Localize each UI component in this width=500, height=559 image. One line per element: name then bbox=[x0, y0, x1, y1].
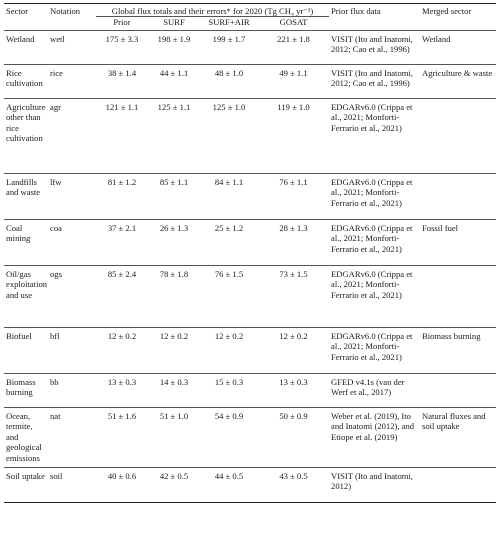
table-row bbox=[4, 407, 496, 467]
cell-surf-air: 12 ± 0.2 bbox=[214, 330, 244, 341]
table-row bbox=[4, 467, 496, 502]
cell-prior-data: VISIT (Ito and Inatomi, 2012; Cao et al., 1996) bbox=[331, 33, 413, 55]
cell-merged-sector bbox=[420, 98, 496, 173]
cell-prior: 12 ± 0.2 bbox=[107, 330, 137, 341]
cell-merged-sector: Fossil fuel bbox=[422, 222, 459, 233]
cell-notation: coa bbox=[50, 222, 62, 233]
cell-surf-air: 15 ± 0.3 bbox=[214, 376, 244, 387]
cell-sector: Rice cultivation bbox=[6, 67, 43, 89]
cell-surf-air: 84 ± 1.1 bbox=[214, 176, 244, 187]
cell-notation: bfl bbox=[50, 330, 60, 341]
cell-sector: Wetland bbox=[6, 33, 35, 44]
header-merged-sector: Merged sector bbox=[422, 6, 472, 16]
cell-merged-sector: Biomass burning bbox=[422, 330, 481, 341]
cell-surf: 125 ± 1.1 bbox=[157, 101, 191, 112]
table-row bbox=[4, 98, 496, 173]
cell-prior-data: EDGARv6.0 (Crippa et al., 2021; Monforti-Ferrario et al., 2021) bbox=[331, 268, 413, 300]
cell-gosat: 12 ± 0.2 bbox=[279, 330, 308, 341]
cell-notation: ogs bbox=[50, 268, 62, 279]
cell-surf: 78 ± 1.8 bbox=[159, 268, 189, 279]
cell-sector: Biomass burning bbox=[6, 376, 36, 398]
cell-merged-sector bbox=[420, 373, 496, 407]
cell-notation: nat bbox=[50, 410, 61, 421]
table-row bbox=[4, 30, 496, 64]
cell-merged-sector: Wetland bbox=[422, 33, 451, 44]
cell-surf: 51 ± 1.0 bbox=[159, 410, 189, 421]
cell-notation: agr bbox=[50, 101, 61, 112]
cell-gosat: 13 ± 0.3 bbox=[279, 376, 308, 387]
cell-prior-data: VISIT (Ito and Inatomi, 2012; Cao et al., 1996) bbox=[331, 67, 413, 89]
cell-prior-data: EDGARv6.0 (Crippa et al., 2021; Monforti-Ferrario et al., 2021) bbox=[331, 176, 413, 208]
cell-surf: 12 ± 0.2 bbox=[159, 330, 189, 341]
header-prior: Prior bbox=[113, 17, 131, 28]
header-surf: SURF bbox=[163, 17, 185, 28]
cell-notation: lfw bbox=[50, 176, 62, 187]
table-row bbox=[4, 173, 496, 219]
cell-merged-sector: Agriculture & waste bbox=[422, 67, 493, 78]
cell-surf-air: 125 ± 1.0 bbox=[212, 101, 246, 112]
cell-surf: 198 ± 1.9 bbox=[157, 33, 191, 44]
cell-prior: 13 ± 0.3 bbox=[107, 376, 137, 387]
cell-surf: 26 ± 1.3 bbox=[159, 222, 189, 233]
cell-prior-data: EDGARv6.0 (Crippa et al., 2021; Monforti-Ferrario et al., 2021) bbox=[331, 330, 413, 362]
cell-gosat: 221 ± 1.8 bbox=[277, 33, 310, 44]
cell-gosat: 43 ± 0.5 bbox=[279, 470, 308, 481]
header-prior-data: Prior flux data bbox=[331, 6, 381, 16]
header-sector: Sector bbox=[6, 6, 28, 16]
cell-merged-sector bbox=[420, 467, 496, 502]
cell-prior: 85 ± 2.4 bbox=[107, 268, 137, 279]
cell-sector: Oil/gas exploitation and use bbox=[6, 268, 48, 300]
cell-prior: 81 ± 1.2 bbox=[107, 176, 137, 187]
cell-surf-air: 25 ± 1.2 bbox=[214, 222, 244, 233]
table-row bbox=[4, 327, 496, 373]
cell-surf: 44 ± 1.1 bbox=[159, 67, 189, 78]
cell-surf: 85 ± 1.1 bbox=[159, 176, 189, 187]
cell-prior-data: GFED v4.1s (van der Werf et al., 2017) bbox=[331, 376, 405, 398]
cell-notation: rice bbox=[50, 67, 63, 78]
header-notation: Notation bbox=[50, 6, 81, 16]
cell-prior-data: EDGARv6.0 (Crippa et al., 2021; Monforti-Ferrario et al., 2021) bbox=[331, 101, 413, 133]
cell-prior: 37 ± 2.1 bbox=[107, 222, 137, 233]
cell-merged-sector: Natural fluxes and soil uptake bbox=[422, 410, 486, 432]
cell-gosat: 119 ± 1.0 bbox=[277, 101, 310, 112]
cell-merged-sector bbox=[420, 265, 496, 327]
table-row bbox=[4, 373, 496, 407]
cell-prior: 175 ± 3.3 bbox=[105, 33, 139, 44]
flux-table-container bbox=[4, 3, 496, 503]
cell-surf: 14 ± 0.3 bbox=[159, 376, 189, 387]
cell-surf-air: 54 ± 0.9 bbox=[214, 410, 244, 421]
table-row bbox=[4, 219, 496, 265]
cell-sector: Biofuel bbox=[6, 330, 32, 341]
cell-surf: 42 ± 0.5 bbox=[159, 470, 189, 481]
cell-surf-air: 48 ± 1.0 bbox=[214, 67, 244, 78]
cell-notation: bb bbox=[50, 376, 59, 387]
cell-prior: 121 ± 1.1 bbox=[105, 101, 139, 112]
cell-sector: Soil uptake bbox=[6, 470, 45, 481]
header-surf-air: SURF+AIR bbox=[208, 17, 250, 28]
cell-gosat: 49 ± 1.1 bbox=[279, 67, 308, 78]
cell-gosat: 50 ± 0.9 bbox=[279, 410, 308, 421]
table-row bbox=[4, 64, 496, 98]
cell-gosat: 73 ± 1.5 bbox=[279, 268, 308, 279]
cell-merged-sector bbox=[420, 173, 496, 219]
cell-surf-air: 44 ± 0.5 bbox=[214, 470, 244, 481]
cell-prior-data: EDGARv6.0 (Crippa et al., 2021; Monforti-Ferrario et al., 2021) bbox=[331, 222, 413, 254]
cell-surf-air: 199 ± 1.7 bbox=[212, 33, 246, 44]
header-gosat: GOSAT bbox=[279, 17, 308, 28]
cell-prior-data: Weber et al. (2019), Ito and Inatomi (2012), and Etiope et al. (2019) bbox=[331, 410, 415, 442]
cell-surf-air: 76 ± 1.5 bbox=[214, 268, 244, 279]
cell-prior-data: VISIT (Ito and Inatomi, 2012) bbox=[331, 470, 413, 492]
cell-prior: 38 ± 1.4 bbox=[107, 67, 137, 78]
cell-sector: Coal mining bbox=[6, 222, 31, 244]
cell-notation: wetl bbox=[50, 33, 65, 44]
table-row bbox=[4, 265, 496, 327]
header-flux-group: Global flux totals and their errors* for 2020 (Tg CH₄ yr⁻¹) bbox=[96, 4, 329, 17]
cell-gosat: 28 ± 1.3 bbox=[279, 222, 308, 233]
cell-sector: Agriculture other than rice cultivation bbox=[6, 101, 46, 144]
cell-sector: Landfills and waste bbox=[6, 176, 41, 198]
cell-notation: soil bbox=[50, 470, 63, 481]
flux-table bbox=[4, 3, 496, 503]
cell-sector: Ocean, termite, and geological emissions bbox=[6, 410, 42, 463]
cell-prior: 40 ± 0.6 bbox=[107, 470, 137, 481]
cell-prior: 51 ± 1.6 bbox=[107, 410, 137, 421]
cell-gosat: 76 ± 1.1 bbox=[279, 176, 308, 187]
